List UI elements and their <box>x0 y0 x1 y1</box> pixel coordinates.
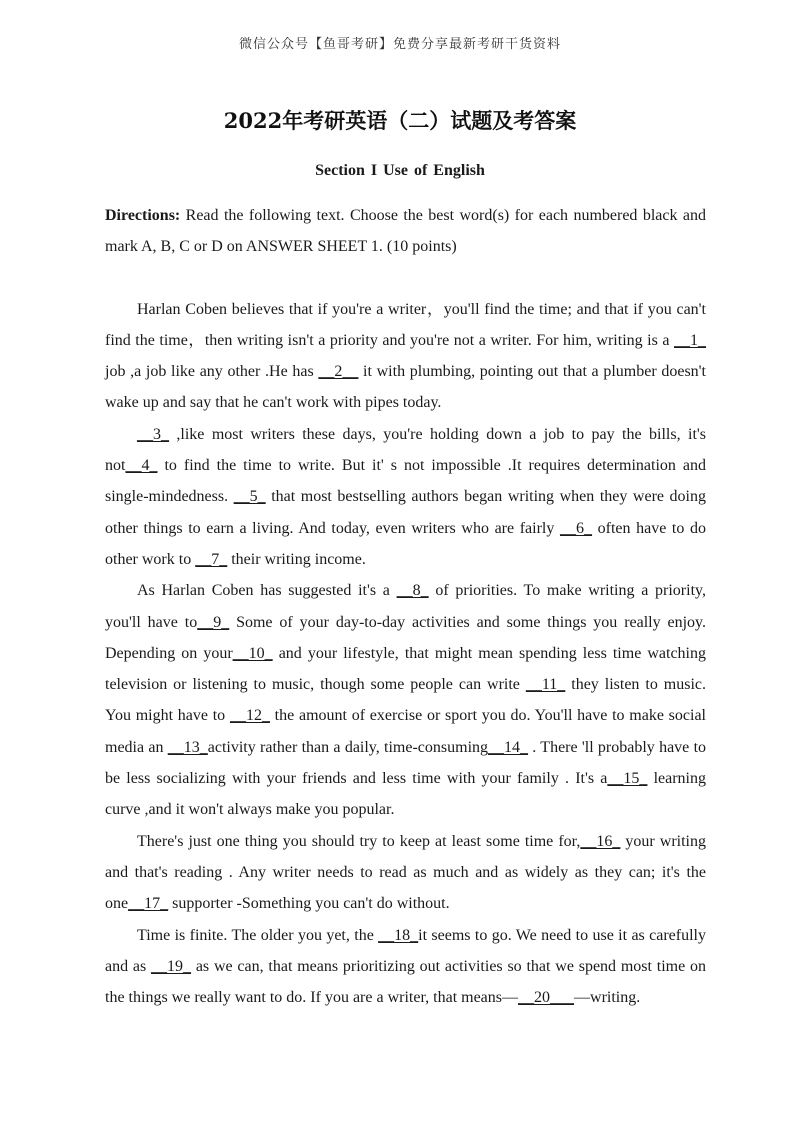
blank-6: __6_ <box>560 519 592 537</box>
directions-label: Directions: <box>105 207 181 224</box>
directions-text: Read the following text. Choose the best word(s) for each numbered black and mark A, B, C or D on ANSWER SHEET 1. (10 points) <box>105 207 706 256</box>
paragraph-text: your writing and that's reading . Any writer needs to read as much and as widely as they can; it's the one <box>105 832 707 913</box>
blank-15: __15_ <box>607 770 648 788</box>
blank-10: __10_ <box>232 644 273 662</box>
blank-2: __2__ <box>318 363 359 381</box>
blank-16: __16_ <box>580 832 621 850</box>
blank-3: __3_ <box>137 425 169 443</box>
paragraph-text: supporter -Something you can't do without. <box>168 895 450 913</box>
section-heading: Section I Use of English <box>315 162 485 179</box>
blank-13: __13_ <box>167 738 208 756</box>
paragraph-text: the amount of exercise or sport you do. You'll have to make social media an <box>105 707 707 756</box>
paragraph-text: and your lifestyle, that might mean spending less time watching television or listening to music, though some people can write <box>105 644 706 694</box>
paragraph-4 <box>105 826 706 920</box>
directions <box>105 200 706 263</box>
page-header: 微信公众号【鱼哥考研】免费分享最新考研干货资料 <box>238 37 561 52</box>
blank-9: __9_ <box>197 613 230 631</box>
paragraph-1 <box>105 294 706 419</box>
blank-12: __12_ <box>229 707 270 725</box>
document-body <box>105 200 706 1013</box>
paragraph-text: it with plumbing, pointing out that a plumber doesn't wake up and say that he can't work with pipes today. <box>105 363 706 412</box>
blank-18: __18_ <box>378 926 419 944</box>
blank-5: __5_ <box>233 488 266 506</box>
paragraph-text: that most bestselling authors began writing when they were doing other things to earn a living. And today, even writers who are fairly <box>105 488 707 537</box>
paragraph-text: it seems to go. We need to use it as carefully and as <box>105 926 706 975</box>
paragraph-text: their writing income. <box>227 550 366 568</box>
paragraph-text: often have to do other work to <box>105 519 706 568</box>
paragraph-text: Harlan Coben believes that if you're a writer，you'll find the time; and that if you can't find the time，then writing isn't a priority and you're not a writer. For him, writing is a <box>105 300 706 349</box>
page-title: 2022年考研英语（二）试题及考答案 <box>223 108 577 133</box>
blank-14: __14_ <box>488 738 529 756</box>
paragraph-text: There's just one thing you should try to keep at least some time for, <box>137 832 581 850</box>
paragraph-3 <box>105 575 706 825</box>
blank-17: __17_ <box>128 895 169 913</box>
blank-11: __11_ <box>525 676 566 694</box>
paragraph-text: As Harlan Coben has suggested it's a <box>137 582 397 600</box>
paragraph-text: job ,a job like any other .He has <box>105 363 319 381</box>
blank-8: __8_ <box>396 582 429 600</box>
paragraph-text: —writing. <box>574 989 641 1007</box>
paragraph-text: learning curve ,and it won't always make you popular. <box>105 770 707 819</box>
paragraph-text: to find the time to write. But it' s not impossible .It requires determination and single-mindedness. <box>105 457 706 506</box>
blank-20: __20___ <box>518 989 575 1007</box>
paragraph-text: of priorities. To make writing a priority, you'll have to <box>105 582 706 631</box>
blank-1: __1_ <box>674 331 706 349</box>
paragraph-2 <box>105 419 706 575</box>
blank-4: __4_ <box>125 457 158 475</box>
paragraph-text: Time is finite. The older you yet, the <box>137 926 379 944</box>
blank-19: __19_ <box>151 957 192 975</box>
paragraph-text: activity rather than a daily, time-consuming <box>207 738 489 756</box>
paragraph-text: . There 'll probably have to be less socializing with your friends and less time with your family . It's a <box>105 738 707 788</box>
paragraph-text: Some of your day-to-day activities and some things you really enjoy. Depending on your <box>105 613 707 662</box>
paragraph-text: they listen to music. You might have to <box>105 676 706 725</box>
paragraph-5 <box>105 920 706 1014</box>
paragraph-text: as we can, that means prioritizing out activities so that we spend most time on the things we really want to do. If you are a writer, that means— <box>105 957 706 1007</box>
blank-7: __7_ <box>195 550 228 568</box>
paragraph-text: ,like most writers these days, you're holding down a job to pay the bills, it's not <box>105 425 706 475</box>
